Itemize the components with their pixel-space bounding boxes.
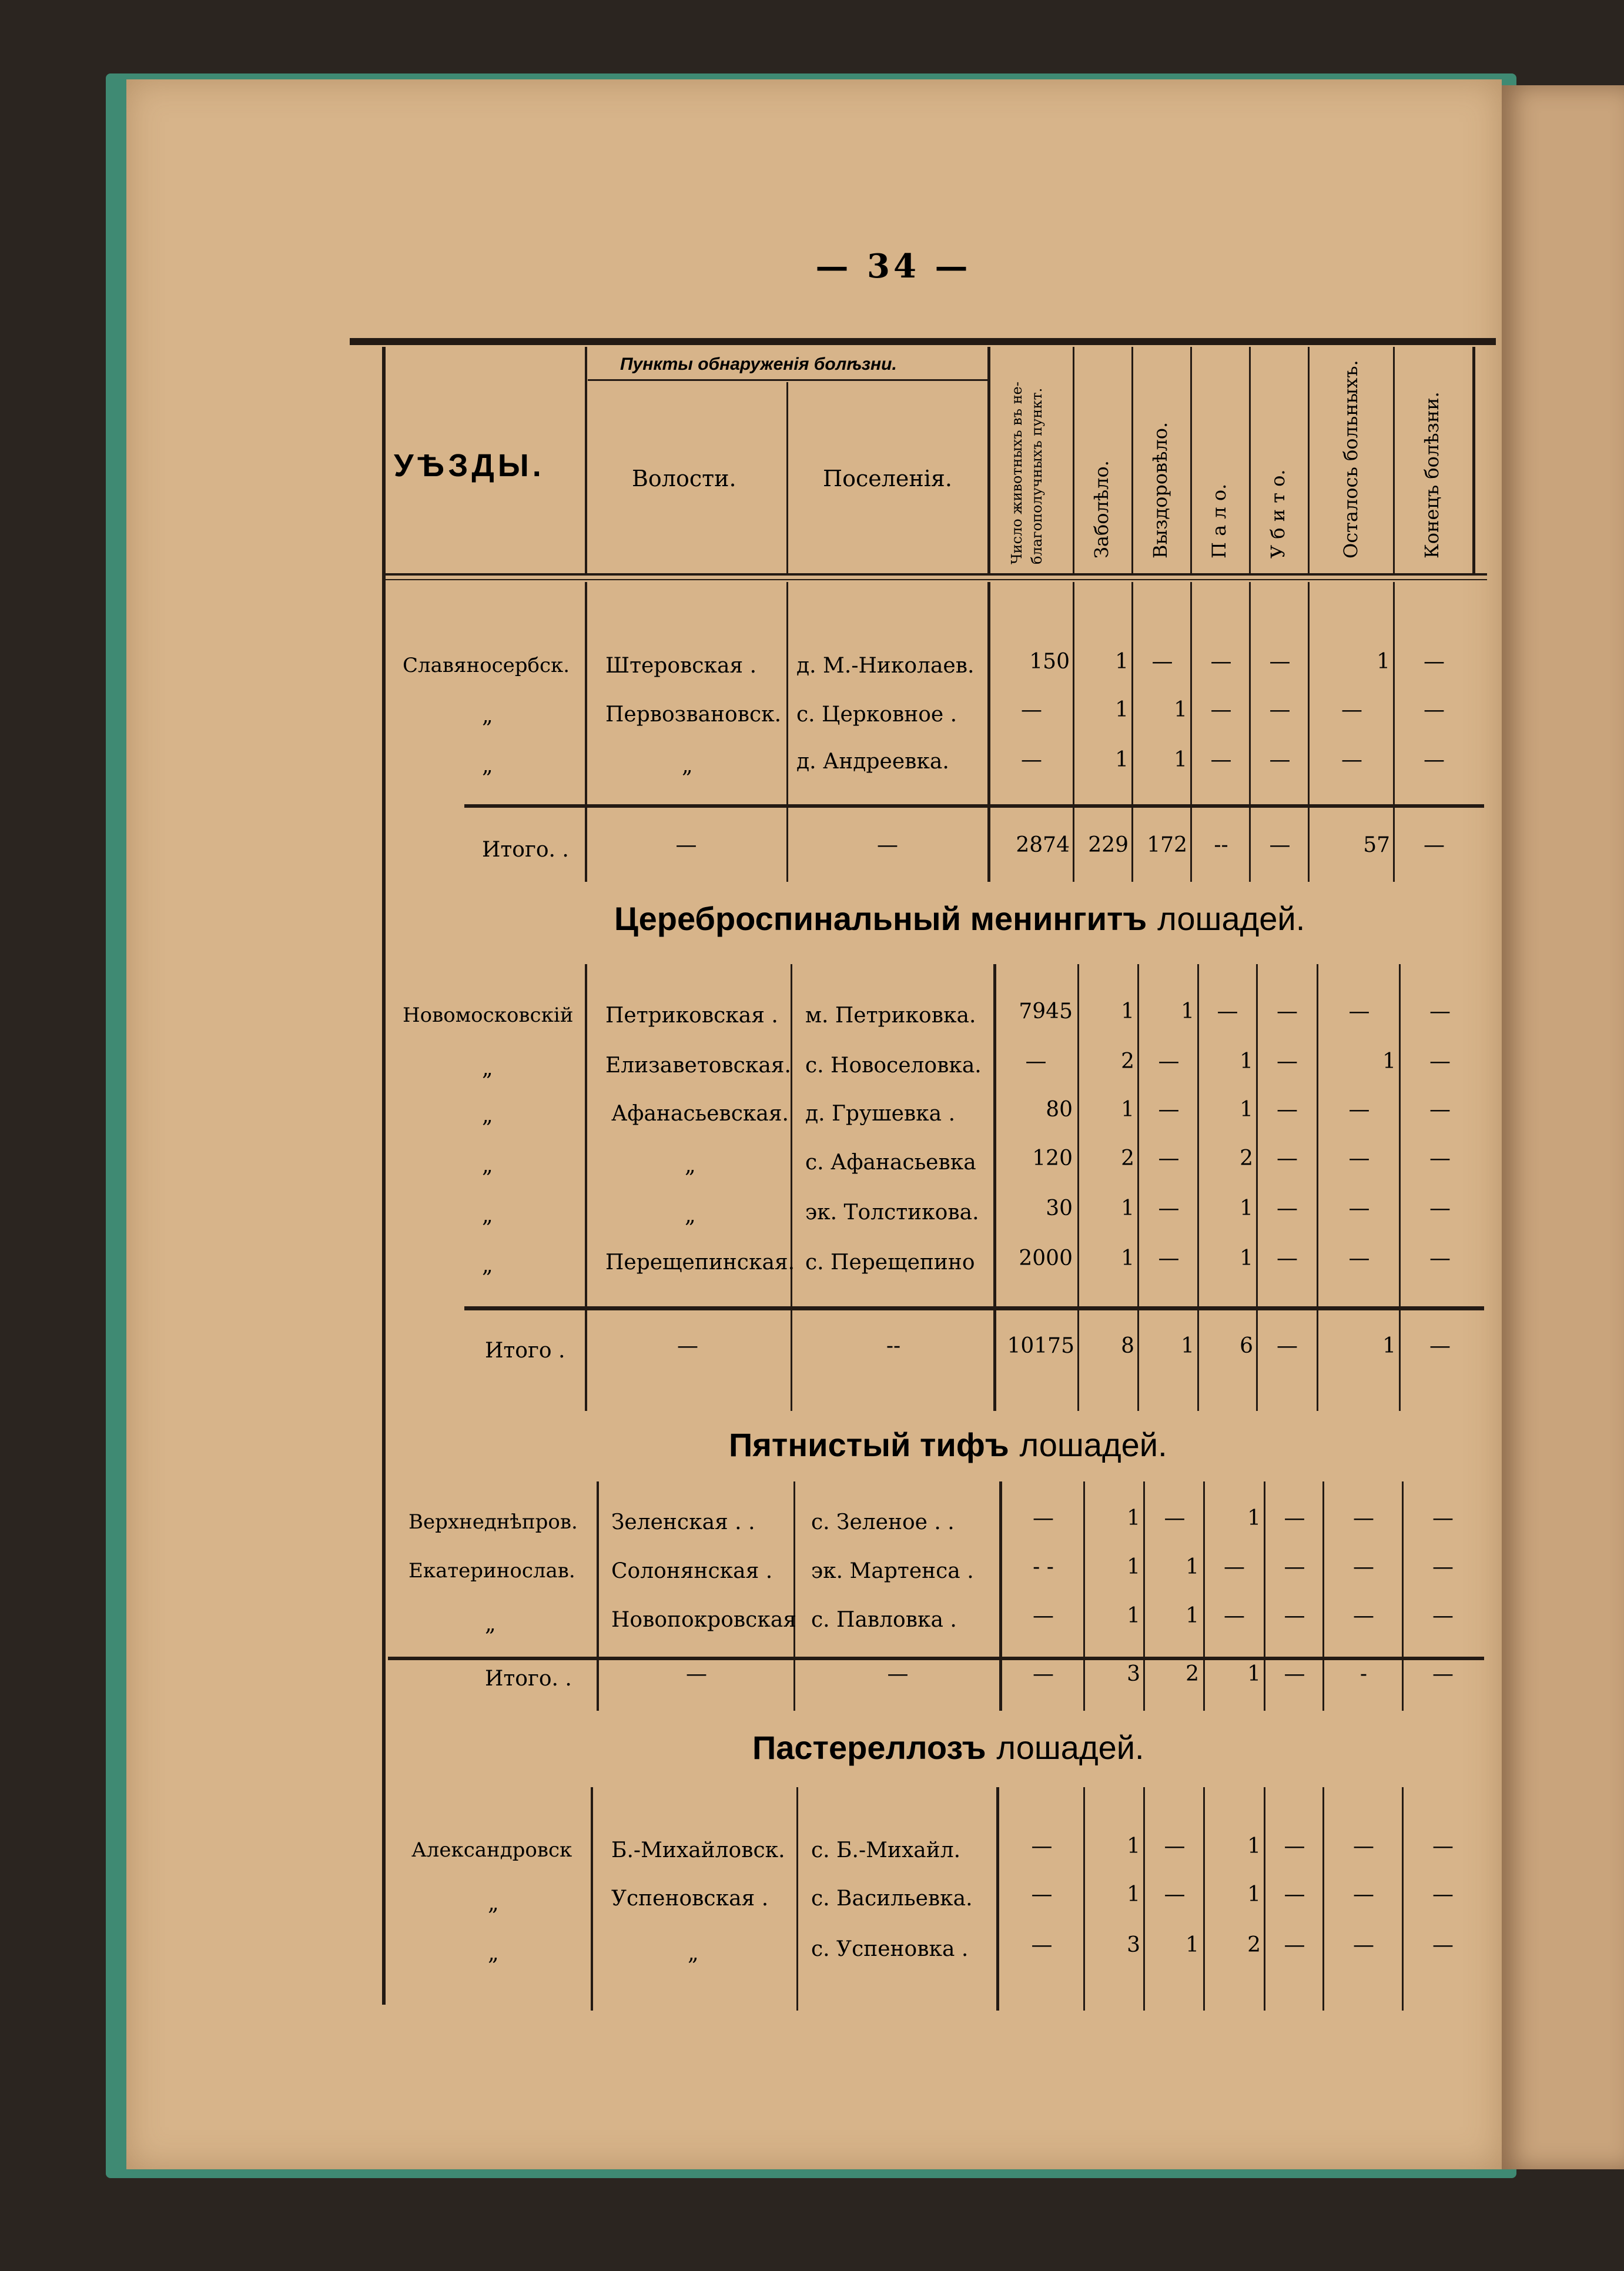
table-cell: эк. Мартенса .	[811, 1559, 974, 1583]
table-cell: с. Успеновка .	[811, 1937, 969, 1961]
table-cell: Елизаветовская.	[605, 1053, 791, 1078]
table-cell: —	[1277, 999, 1298, 1024]
table-cell: 2	[1121, 1049, 1134, 1073]
table-cell: 2	[1247, 1933, 1261, 1957]
table-cell: 1	[1181, 1334, 1194, 1358]
column-line	[993, 964, 996, 1411]
section-2-title	[614, 902, 1305, 936]
table-cell: —	[1429, 1334, 1451, 1358]
column-line	[1393, 582, 1395, 882]
table-cell: —	[1277, 1146, 1298, 1170]
table-cell: эк. Толстикова.	[805, 1200, 979, 1225]
table-cell: —	[1021, 748, 1042, 772]
table-cell: Б.-Михайловск.	[611, 1838, 785, 1862]
header-poselenia: Поселенія.	[823, 466, 952, 491]
column-line	[1077, 964, 1079, 1411]
table-cell: —	[1353, 1834, 1374, 1858]
table-cell: 1	[1247, 1882, 1261, 1907]
table-cell: —	[1348, 1146, 1370, 1170]
table-cell: 1	[1115, 748, 1129, 772]
column-line	[796, 1787, 798, 2011]
header-vline	[786, 382, 788, 573]
table-cell: —	[1277, 1196, 1298, 1220]
table-cell: 3	[1127, 1662, 1140, 1686]
table-cell: 2	[1240, 1146, 1253, 1170]
column-line	[1131, 582, 1133, 882]
header-uezdy: УѢЗДЫ.	[394, 448, 545, 483]
table-cell: —	[1164, 1834, 1186, 1858]
table-cell: —	[1277, 1049, 1298, 1073]
table-cell: —	[1033, 1662, 1054, 1686]
column-line	[1402, 1481, 1404, 1711]
table-cell: 1	[1240, 1246, 1253, 1270]
table-cell: —	[1269, 833, 1291, 857]
table-cell: 150	[1029, 650, 1070, 674]
table-cell: —	[1432, 1662, 1454, 1686]
table-cell: 1	[1121, 1196, 1134, 1220]
table-cell: 1	[1247, 1834, 1261, 1858]
table-cell: „	[688, 1941, 699, 1965]
table-cell: 80	[1046, 1098, 1073, 1122]
table-cell: д. Грушевка .	[805, 1102, 956, 1126]
page-number: — 34 —	[815, 247, 972, 286]
column-line	[987, 582, 990, 882]
table-cell: —	[1429, 1098, 1451, 1122]
row-rule	[464, 1306, 1484, 1310]
table-cell: 1	[1121, 1098, 1134, 1122]
table-cell: 1	[1127, 1604, 1140, 1628]
column-line	[597, 1481, 599, 1711]
table-cell: м. Петриковка.	[805, 1004, 976, 1028]
table-cell: „	[682, 754, 693, 778]
table-cell: Первозвановск.	[605, 703, 782, 727]
table-cell: —	[1429, 1246, 1451, 1270]
table-cell: с. Васильевка.	[811, 1887, 973, 1911]
table-cell: —	[1031, 1933, 1053, 1957]
header-vline	[1249, 347, 1251, 573]
table-cell: —	[1432, 1506, 1454, 1530]
table-cell: д. Андреевка.	[796, 750, 949, 774]
table-cell: „	[482, 1103, 493, 1128]
header-vline	[1131, 347, 1133, 573]
header-col-ostalos: Осталось больныхъ.	[1340, 360, 1362, 558]
table-cell: —	[1432, 1555, 1454, 1579]
table-cell: —	[1353, 1882, 1374, 1907]
table-cell: Перещепинская.	[605, 1250, 795, 1275]
row-rule	[464, 804, 1484, 808]
table-cell: —	[1033, 1506, 1054, 1530]
table-cell: „	[488, 1941, 499, 1965]
table-cell: Петриковская .	[605, 1004, 778, 1028]
table-cell: 1	[1186, 1933, 1199, 1957]
table-cell: —	[1284, 1662, 1305, 1686]
table-cell: „	[482, 1153, 493, 1178]
column-line	[1308, 582, 1310, 882]
table-cell: —	[1151, 650, 1173, 674]
table-cell: 1	[1115, 698, 1129, 722]
column-line	[1322, 1787, 1324, 2011]
table-cell: 1	[1181, 999, 1194, 1024]
table-cell: —	[677, 1334, 698, 1358]
table-cell: —	[1021, 698, 1042, 722]
table-cell: —	[1432, 1604, 1454, 1628]
table-cell: 1	[1240, 1196, 1253, 1220]
table-cell: „	[488, 1891, 499, 1915]
table-cell: —	[1269, 698, 1291, 722]
table-cell: —	[1353, 1506, 1374, 1530]
header-vline	[1073, 347, 1074, 573]
table-cell: —	[1224, 1604, 1245, 1628]
table-cell: - -	[1033, 1555, 1054, 1579]
table-cell: —	[1353, 1933, 1374, 1957]
table-cell: „	[485, 1612, 496, 1636]
table-cell: —	[1158, 1146, 1180, 1170]
table-cell: —	[1432, 1834, 1454, 1858]
table-cell: Зеленская . .	[611, 1510, 755, 1534]
table-cell: д. М.-Николаев.	[796, 654, 975, 678]
table-cell: —	[1348, 999, 1370, 1024]
table-cell: —	[686, 1662, 707, 1686]
table-cell: —	[1341, 748, 1362, 772]
table-cell: —	[1224, 1555, 1245, 1579]
table-cell: с. Церковное .	[796, 703, 957, 727]
table-cell: 6	[1240, 1334, 1253, 1358]
table-cell: 120	[1032, 1146, 1073, 1170]
header-col-ubito: У б и т о.	[1267, 469, 1289, 558]
header-vline	[585, 347, 587, 573]
table-cell: Итого. .	[482, 838, 569, 862]
table-cell: —	[1269, 650, 1291, 674]
table-cell: 2000	[1019, 1246, 1073, 1270]
header-vline	[1308, 347, 1310, 573]
facing-page-edge	[1502, 85, 1624, 2169]
column-line	[791, 964, 792, 1411]
table-cell: —	[1158, 1246, 1180, 1270]
column-line	[1264, 1481, 1265, 1711]
table-cell: „	[482, 1203, 493, 1228]
table-cell: с. Б.-Михайл.	[811, 1838, 961, 1862]
column-line	[1264, 1787, 1265, 2011]
table-cell: „	[482, 704, 493, 728]
column-line	[999, 1481, 1002, 1711]
column-line	[1399, 964, 1401, 1411]
table-cell: —	[1429, 999, 1451, 1024]
table-cell: —	[1432, 1882, 1454, 1907]
table-cell: 3	[1127, 1933, 1140, 1957]
column-line	[591, 1787, 593, 2011]
table-cell: 1	[1382, 1049, 1396, 1073]
table-cell: —	[1158, 1049, 1180, 1073]
table-cell: —	[1284, 1933, 1305, 1957]
table-cell: —	[1424, 698, 1445, 722]
table-cell: —	[1210, 698, 1232, 722]
table-left-border	[382, 347, 386, 2005]
column-line	[786, 582, 788, 882]
table-cell: „	[482, 1056, 493, 1081]
column-line	[1137, 964, 1139, 1411]
table-cell: 10175	[1007, 1334, 1074, 1358]
table-cell: 1	[1127, 1555, 1140, 1579]
table-cell: 2	[1121, 1146, 1134, 1170]
table-cell: —	[1424, 833, 1445, 857]
table-cell: „	[685, 1203, 696, 1228]
table-cell: „	[685, 1153, 696, 1178]
table-cell: 1	[1121, 1246, 1134, 1270]
table-cell: —	[1210, 748, 1232, 772]
column-line	[1083, 1481, 1085, 1711]
table-cell: 229	[1088, 833, 1129, 857]
table-cell: Александровск	[411, 1838, 572, 1862]
table-cell: —	[1164, 1882, 1186, 1907]
section-4-title	[752, 1731, 1144, 1765]
column-line	[1083, 1787, 1085, 2011]
table-cell: —	[1424, 650, 1445, 674]
table-cell: —	[877, 833, 898, 857]
table-cell: с. Перещепино	[805, 1250, 975, 1275]
table-cell: 1	[1127, 1506, 1140, 1530]
table-cell: --	[886, 1334, 901, 1358]
table-cell: 1	[1174, 698, 1187, 722]
table-cell: -	[1360, 1662, 1368, 1686]
table-cell: 1	[1382, 1334, 1396, 1358]
header-col-animals-2: благополучныхъ пункт.	[1029, 387, 1045, 564]
table-cell: Екатеринослав.	[408, 1559, 575, 1583]
table-cell: Успеновская .	[611, 1887, 769, 1911]
column-line	[996, 1787, 999, 2011]
table-cell: Штеровская .	[605, 654, 757, 678]
header-bottom-rule-2	[382, 579, 1487, 580]
table-cell: —	[1284, 1834, 1305, 1858]
table-cell: Славяносербск.	[403, 654, 570, 677]
header-col-konets: Конецъ болѣзни.	[1421, 392, 1443, 558]
table-cell: —	[1429, 1196, 1451, 1220]
table-cell: —	[1284, 1604, 1305, 1628]
table-cell: --	[1214, 833, 1228, 857]
table-cell: —	[1341, 698, 1362, 722]
column-line	[1402, 1787, 1404, 2011]
table-cell: —	[1025, 1049, 1047, 1073]
header-col-zabolelo: Заболѣло.	[1090, 460, 1113, 558]
table-cell: —	[1033, 1604, 1054, 1628]
table-cell: —	[887, 1662, 909, 1686]
table-cell: 30	[1046, 1196, 1073, 1220]
table-cell: Новопокровская	[611, 1608, 796, 1632]
table-cell: Новомосковскій	[403, 1004, 574, 1027]
table-cell: 1	[1186, 1555, 1199, 1579]
table-cell: —	[1284, 1555, 1305, 1579]
table-cell: —	[1424, 748, 1445, 772]
points-group-underline	[588, 379, 987, 381]
table-cell: —	[1158, 1196, 1180, 1220]
table-cell: Пастереллозъ	[752, 1729, 986, 1766]
table-cell: —	[1429, 1049, 1451, 1073]
table-cell: Итого. .	[485, 1667, 572, 1691]
header-points-group: Пункты обнаруженія болѣзни.	[620, 354, 897, 374]
table-cell: —	[1217, 999, 1238, 1024]
column-line	[793, 1481, 795, 1711]
table-cell: 1	[1377, 650, 1390, 674]
table-cell: —	[1277, 1334, 1298, 1358]
column-line	[1190, 582, 1192, 882]
column-line	[1143, 1787, 1145, 2011]
table-cell: с. Новоселовка.	[805, 1053, 982, 1078]
top-rule	[350, 338, 1496, 345]
table-cell: лошадей.	[1157, 900, 1305, 937]
table-cell: —	[1353, 1604, 1374, 1628]
table-cell: 1	[1240, 1098, 1253, 1122]
table-cell: лошадей.	[996, 1729, 1144, 1766]
table-cell: —	[1277, 1098, 1298, 1122]
table-cell: 1	[1174, 748, 1187, 772]
table-cell: Итого .	[485, 1339, 565, 1363]
table-cell: 1	[1186, 1604, 1199, 1628]
table-cell: —	[1284, 1506, 1305, 1530]
table-cell: 1	[1127, 1882, 1140, 1907]
table-cell: 1	[1127, 1834, 1140, 1858]
table-cell: Верхнеднѣпров.	[408, 1510, 578, 1534]
table-cell: 57	[1363, 833, 1390, 857]
table-cell: 1	[1121, 999, 1134, 1024]
table-cell: Афанасьевская.	[611, 1102, 789, 1126]
header-col-palo: П а л о.	[1208, 483, 1230, 558]
column-line	[1249, 582, 1251, 882]
column-line	[1322, 1481, 1324, 1711]
header-vline	[1393, 347, 1395, 573]
column-line	[1317, 964, 1318, 1411]
table-cell: —	[675, 833, 697, 857]
table-cell: —	[1284, 1882, 1305, 1907]
table-cell: 1	[1247, 1506, 1261, 1530]
table-cell: 7945	[1019, 999, 1073, 1024]
header-volosti: Волости.	[632, 466, 736, 491]
table-cell: —	[1158, 1098, 1180, 1122]
table-cell: „	[482, 754, 493, 778]
column-line	[1143, 1481, 1145, 1711]
header-vline	[1472, 347, 1475, 573]
table-cell: с. Павловка .	[811, 1608, 957, 1632]
table-cell: Цереброспинальный менингитъ	[614, 900, 1147, 937]
table-cell: —	[1348, 1246, 1370, 1270]
header-col-animals-1: Число животныхъ въ не-	[1009, 382, 1025, 564]
table-cell: 2874	[1016, 833, 1070, 857]
table-cell: —	[1353, 1555, 1374, 1579]
table-cell: „	[482, 1253, 493, 1277]
table-cell: с. Афанасьевка	[805, 1150, 976, 1175]
table-cell: 1	[1240, 1049, 1253, 1073]
table-cell: —	[1429, 1146, 1451, 1170]
column-line	[585, 582, 587, 882]
table-cell: 1	[1247, 1662, 1261, 1686]
table-cell: —	[1031, 1882, 1053, 1907]
header-bottom-rule	[382, 573, 1487, 576]
table-cell: лошадей.	[1019, 1426, 1167, 1463]
table-cell: 8	[1121, 1334, 1134, 1358]
table-cell: —	[1277, 1246, 1298, 1270]
table-cell: 1	[1115, 650, 1129, 674]
table-cell: —	[1269, 748, 1291, 772]
header-vline	[987, 347, 990, 573]
column-line	[1073, 582, 1074, 882]
table-cell: Солонянская .	[611, 1559, 773, 1583]
table-cell: —	[1348, 1098, 1370, 1122]
table-cell: с. Зеленое . .	[811, 1510, 955, 1534]
column-line	[585, 964, 587, 1411]
header-vline	[1190, 347, 1192, 573]
table-cell: —	[1164, 1506, 1186, 1530]
table-cell: —	[1210, 650, 1232, 674]
table-cell: —	[1031, 1834, 1053, 1858]
table-cell: Пятнистый тифъ	[729, 1426, 1009, 1463]
table-cell: 2	[1186, 1662, 1199, 1686]
header-col-vyzdorovelo: Выздоровѣло.	[1149, 422, 1171, 558]
row-rule	[388, 1657, 1484, 1660]
table-cell: —	[1432, 1933, 1454, 1957]
table-cell: —	[1348, 1196, 1370, 1220]
table-cell: 172	[1147, 833, 1187, 857]
section-3-title	[729, 1426, 1167, 1463]
